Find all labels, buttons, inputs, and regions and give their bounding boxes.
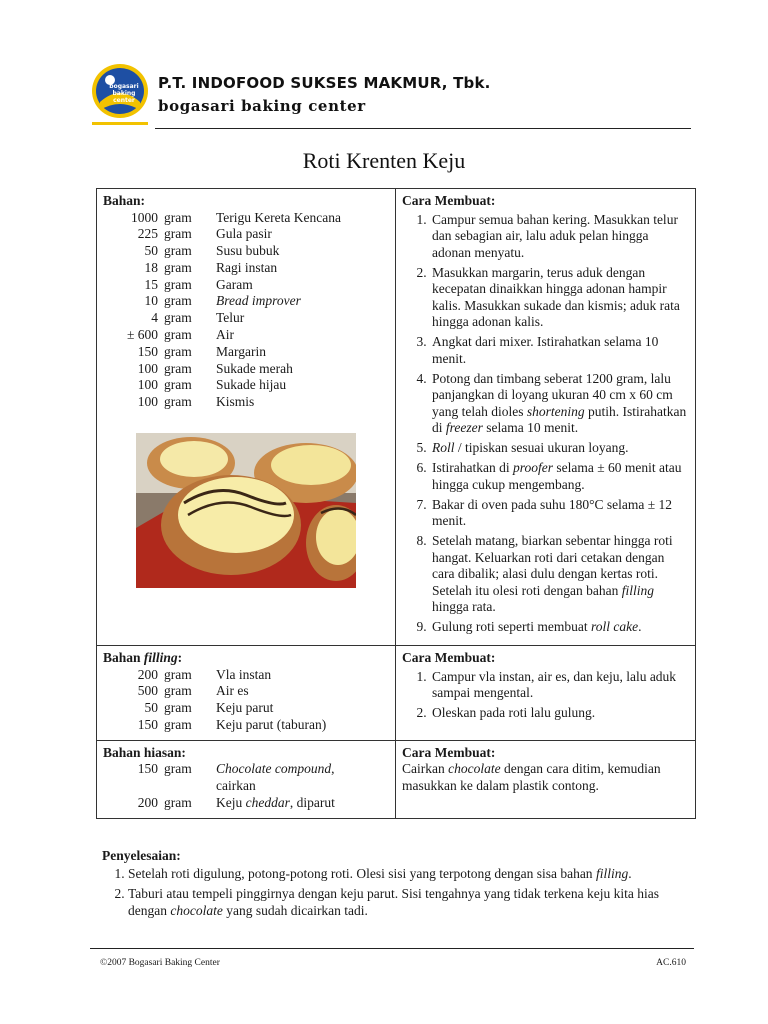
method-step: 1. Campur semua bahan kering. Masukkan telur dan sebagian air, lalu aduk pelan hingga adonan menyatu. — [430, 212, 689, 262]
ingredient-row: 100 gram Kismis — [137, 394, 255, 410]
ingredient-row: 100 gram Sukade hijau — [137, 377, 287, 393]
letterhead — [90, 62, 690, 132]
filling-ingredients-cell — [97, 646, 396, 741]
footer-copyright: ©2007 Bogasari Baking Center — [100, 958, 220, 968]
footer-code: AC.610 — [656, 958, 686, 968]
recipe-title: Roti Krenten Keju — [302, 148, 466, 173]
finishing-section — [102, 848, 692, 923]
method-step: 3. Angkat dari mixer. Istirahatkan selama 10 menit. — [430, 334, 689, 367]
bogasari-logo — [90, 62, 150, 128]
finishing-step: 1. Setelah roti digulung, potong-potong roti. Olesi sisi yang terpotong dengan sisa bahan filling. — [128, 866, 692, 883]
bread-photo — [136, 433, 356, 588]
ingredient-row: 500 gram Air es — [137, 683, 249, 699]
method-step: 8. Setelah matang, biarkan sebentar hingga roti hangat. Keluarkan roti dari cetakan dengan cara dibalik; alasi dulu dengan kertas roti. Setelah itu olesi roti dengan bahan filling hingga rata. — [430, 533, 689, 616]
ingredients-heading: Bahan: — [103, 193, 146, 208]
ingredient-row: 150 gram Chocolate compound, cairkan — [137, 761, 335, 793]
header-divider — [155, 128, 691, 129]
ingredient-row: 50 gram Susu bubuk — [144, 243, 280, 259]
method-step: 9. Gulung roti seperti membuat roll cake. — [430, 619, 689, 636]
filling-method-heading: Cara Membuat: — [402, 650, 496, 665]
ingredient-row: 100 gram Sukade merah — [137, 360, 293, 376]
finishing-step: 2. Taburi atau tempeli pinggirnya dengan keju parut. Sisi tengahnya yang tidak terkena keju kita hias dengan chocolate yang sudah dicairkan tadi. — [128, 886, 692, 919]
svg-text:baking: baking — [112, 90, 136, 97]
ingredient-row: 15 gram Garam — [144, 276, 253, 292]
method-heading: Cara Membuat: — [402, 193, 496, 208]
method-step: 1. Campur vla instan, air es, dan keju, lalu aduk sampai mengental. — [430, 669, 689, 702]
ingredient-row: 150 gram Keju parut (taburan) — [137, 716, 327, 732]
svg-text:bogasari: bogasari — [109, 83, 139, 90]
topping-method-text: Cairkan chocolate dengan cara ditim, kemudian masukkan ke dalam plastik contong. — [402, 761, 661, 793]
brand-name: bogasari baking center — [158, 97, 366, 115]
ingredient-row: 50 gram Keju parut — [144, 700, 274, 716]
svg-text:center: center — [113, 97, 135, 104]
ingredient-row: 10 gram Bread improver — [144, 293, 301, 309]
main-ingredients-cell — [97, 189, 396, 646]
ingredient-row: 200 gram Vla instan — [137, 666, 272, 682]
ingredient-row: 150 gram Margarin — [137, 343, 266, 359]
ingredient-row: 1000 gram Terigu Kereta Kencana — [131, 209, 341, 225]
method-step: 2. Masukkan margarin, terus aduk dengan kecepatan dinaikkan hingga adonan hampir kalis. Masukkan sukade dan kismis; aduk rata hingga adonan kalis. — [430, 265, 689, 331]
footer-divider — [90, 948, 694, 949]
finishing-heading: Penyelesaian: — [102, 848, 181, 863]
topping-ingredients-cell — [97, 740, 396, 818]
topping-heading: Bahan hiasan: — [103, 744, 186, 760]
method-steps — [402, 212, 689, 636]
filling-method-cell — [396, 646, 696, 741]
ingredient-row: 4 gram Telur — [151, 310, 245, 326]
ingredient-row: ± 600 gram Air — [126, 327, 234, 343]
recipe-table — [96, 188, 696, 819]
ingredient-row: 18 gram Ragi instan — [144, 259, 278, 275]
topping-list — [103, 761, 389, 811]
filling-list — [103, 667, 389, 734]
filling-steps — [402, 669, 689, 722]
method-step: 7. Bakar di oven pada suhu 180°C selama ± 12 menit. — [430, 497, 689, 530]
company-name: P.T. INDOFOOD SUKSES MAKMUR, Tbk. — [158, 74, 491, 92]
topping-method-cell — [396, 740, 696, 818]
filling-heading: Bahan filling: — [103, 650, 183, 665]
method-step: 5. Roll / tipiskan sesuai ukuran loyang. — [430, 440, 689, 457]
ingredients-list — [103, 210, 389, 412]
method-step: 2. Oleskan pada roti lalu gulung. — [430, 705, 689, 722]
main-method-cell — [396, 189, 696, 646]
topping-method-heading: Cara Membuat: — [402, 744, 496, 760]
finishing-steps — [102, 866, 692, 920]
method-step: 4. Potong dan timbang seberat 1200 gram, lalu panjangkan di loyang ukuran 40 cm x 60 cm yang telah dioles shortening putih. Istirahatkan di freezer selama 10 menit. — [430, 371, 689, 437]
ingredient-row: 225 gram Gula pasir — [137, 226, 272, 242]
method-step: 6. Istirahatkan di proofer selama ± 60 menit atau hingga cukup mengembang. — [430, 460, 689, 493]
ingredient-row: 200 gram Keju cheddar, diparut — [137, 794, 335, 810]
